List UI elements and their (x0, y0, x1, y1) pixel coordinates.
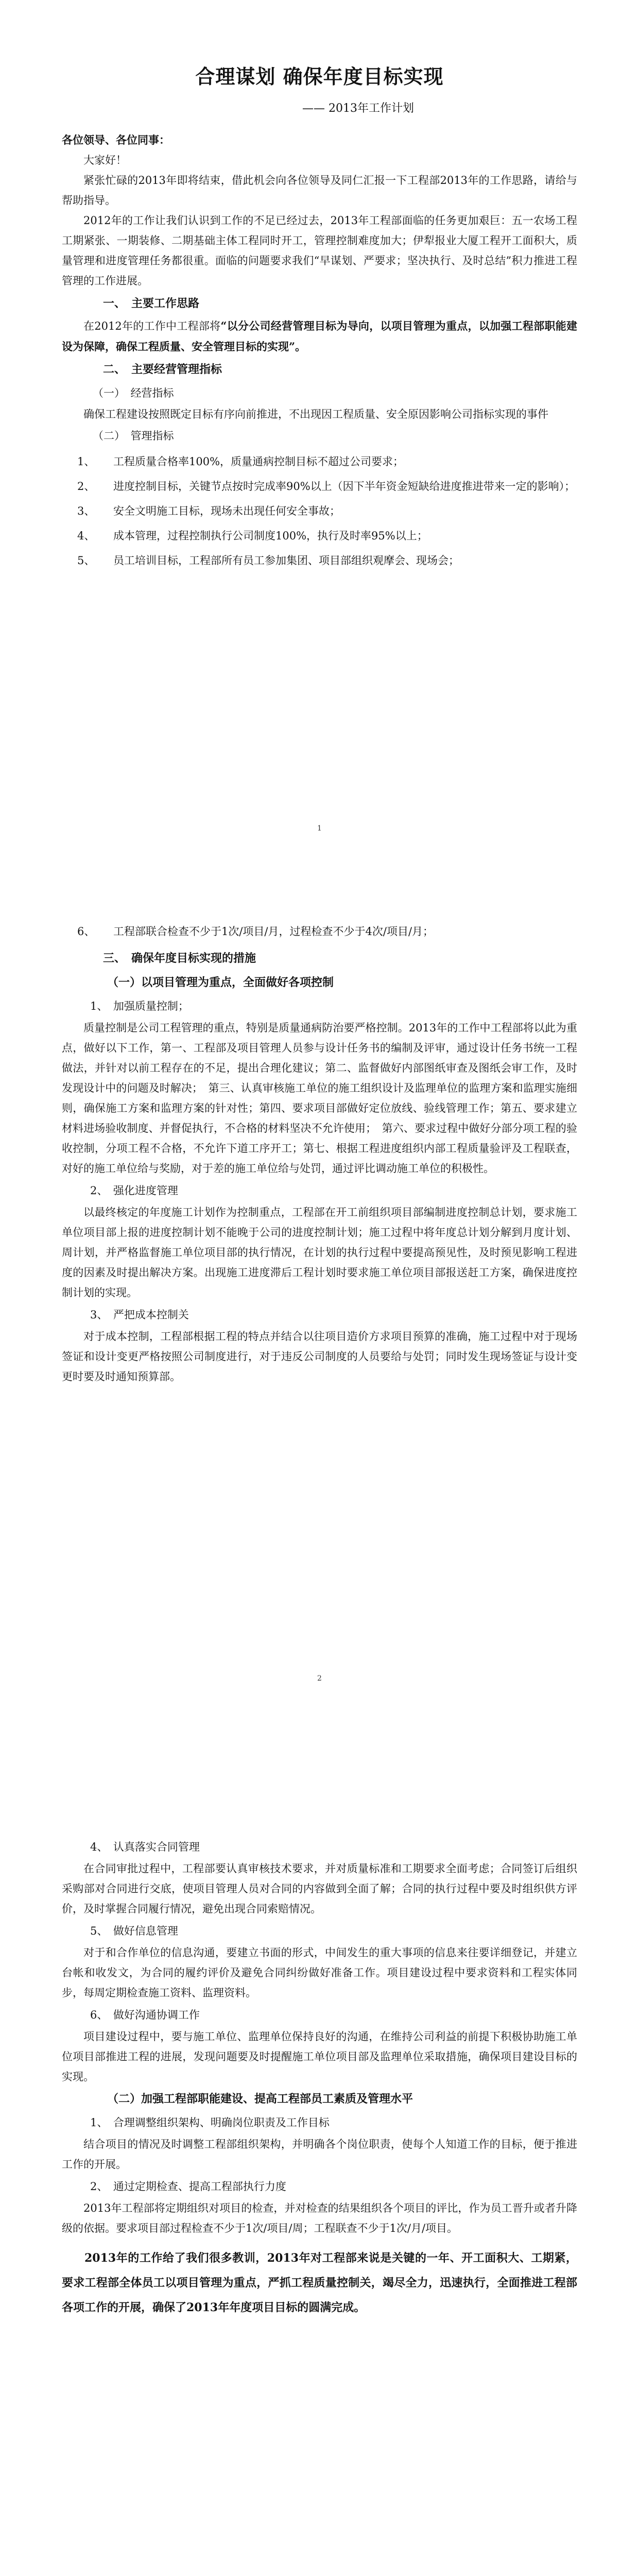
measure-1-title: 1、 加强质量控制； (90, 1000, 189, 1012)
page-number: 2 (317, 1674, 322, 1683)
item-2-title: 2、 通过定期检查、提高工程部执行力度 (90, 2180, 286, 2193)
page-1-content (62, 61, 577, 575)
list-item: 4、 成本管理，过程控制执行公司制度100%，执行及时率95%以上； (77, 530, 428, 542)
section-1-text-plain: 在2012年的工作中工程部将 (83, 320, 221, 332)
section-2-heading: 二、 主要经营管理指标 (103, 363, 222, 376)
item-1-text: 结合项目的情况及时调整工程部组织架构，并明确各个岗位职责，使每个人知道工作的目标，便于推进工作的开展。 (62, 2138, 577, 2171)
list-item: 3、 安全文明施工目标，现场未出现任何安全事故； (77, 505, 340, 517)
page-3-content (62, 1835, 577, 2320)
list-item: 1、 工程质量合格率100%，质量通病控制目标不超过公司要求； (77, 455, 404, 468)
section-1-text (62, 316, 577, 357)
review-paragraph: 2012年的工作让我们认识到工作的不足已经过去，2013年工程部面临的任务更加艰巨：五一农场工程工期紧张、一期装修、二期基础主体工程同时开工，管理控制难度加大；伊犁报业大厦工程开工面积大，质量管理和进度管理任务都很重。面临的问题要求我们“早谋划、严要求；坚决执行、及时总结”积力推进工程管理的工作进展。 (62, 214, 577, 287)
section-3-heading: 三、 确保年度目标实现的措施 (103, 952, 256, 965)
measure-5-text: 对于和合作单位的信息沟通，要建立书面的形式，中间发生的重大事项的信息来往要详细登记，并建立台帐和收发文，为合同的履约评价及避免合同纠纷做好准备工作。项目建设过程中要求资料和工程实体同步，每周定期检查施工资料、监理资料。 (62, 1946, 577, 1999)
measure-2-title: 2、 强化进度管理 (90, 1184, 178, 1197)
page-1 (0, 0, 639, 866)
intro-paragraph: 紧张忙碌的2013年即将结束，借此机会向各位领导及同仁汇报一下工程部2013年的工作思路，请给与帮助指导。 (62, 174, 577, 207)
salutation: 各位领导、各位同事： (62, 133, 170, 146)
measure-3-title: 3、 严把成本控制关 (90, 1309, 189, 1321)
measure-6-text: 项目建设过程中，要与施工单位、监理单位保持良好的沟通，在维持公司利益的前提下积极协助施工单位项目部推进工程的进展，发现问题要及时提醒施工单位项目部及监理单位采取措施，确保项目建设目标的实现。 (62, 2030, 577, 2083)
section-1-heading: 一、 主要工作思路 (103, 297, 200, 310)
section-2-sub1: （一） 经营指标 (93, 387, 174, 399)
page-2-content (62, 917, 577, 1387)
section-3-sub2: （二）加强工程部职能建设、提高工程部员工素质及管理水平 (107, 2092, 413, 2106)
page-3 (0, 1772, 639, 2576)
greeting: 大家好！ (83, 154, 127, 166)
section-3-sub1: （一）以项目管理为重点，全面做好各项控制 (107, 976, 334, 989)
measure-3-text: 对于成本控制，工程部根据工程的特点并结合以往项目造价方求项目预算的准确，施工过程中对于现场签证和设计变更严格按照公司制度进行，对于违反公司制度的人员要给与处罚；同时发生现场签证与设计变更时要及时通知预算部。 (62, 1330, 577, 1383)
section-1-text-bold: “以分公司经营管理目标为导向，以项目管理为重点，以加强工程部职能建设为保障，确保工程质量、安全管理目标的实现”。 (62, 319, 578, 353)
closing-paragraph: 2013年的工作给了我们很多教训，2013年对工程部来说是关键的一年、开工面积大、工期紧，要求工程部全体员工以项目管理为重点，严抓工程质量控制关，竭尽全力，迅速执行，全面推进工程部各项工作的开展，确保了2013年年度项目目标的圆满完成。 (62, 2251, 577, 2314)
list-item: 6、 工程部联合检查不少于1次/项目/月，过程检查不少于4次/项目/月； (77, 925, 434, 938)
measure-2-text: 以最终核定的年度施工计划作为控制重点，工程部在开工前组织项目部编制进度控制总计划，要求施工单位项目部上报的进度控制计划不能晚于公司的进度控制计划；施工过程中将年度总计划分解到月度计划、周计划，并严格监督施工单位项目部的执行情况，在计划的执行过程中要提高预见性，及时预见影响工程进度的因素及时提出解决方案。出现施工进度滞后工程计划时要求施工单位项目部报送赶工方案，确保进度控制计划的实现。 (62, 1206, 577, 1299)
item-1-title: 1、 合理调整组织架构、明确岗位职责及工作目标 (90, 2116, 330, 2129)
document-subtitle: —— 2013年工作计划 (302, 102, 414, 115)
item-2-text: 2013年工程部将定期组织对项目的检查，并对检查的结果组织各个项目的评比，作为员工晋升或者升降级的依据。要求项目部过程检查不少于1次/项目/周；工程联查不少于1次/月/项目。 (62, 2202, 577, 2234)
document-title: 合理谋划 确保年度目标实现 (195, 65, 444, 88)
measure-5-title: 5、 做好信息管理 (90, 1925, 178, 1937)
list-item: 2、 进度控制目标，关键节点按时完成率90%以上（因下半年资金短缺给进度推进带来一定的影响）； (77, 480, 576, 493)
page-2 (0, 866, 639, 1772)
section-2-sub1-text: 确保工程建设按照既定目标有序向前推进，不出现因工程质量、安全原因影响公司指标实现的事件 (83, 408, 548, 420)
measure-4-text: 在合同审批过程中，工程部要认真审核技术要求，并对质量标准和工期要求全面考虑；合同签订后组织采购部对合同进行交底，使项目管理人员对合同的内容做到全面了解；合同的执行过程中要及时组织供方评价，及时掌握合同履行情况，避免出现合同索赔情况。 (62, 1862, 577, 1915)
measure-6-title: 6、 做好沟通协调工作 (90, 2009, 200, 2021)
measure-4-title: 4、 认真落实合同管理 (90, 1841, 200, 1853)
measure-1-text: 质量控制是公司工程管理的重点，特别是质量通病防治要严格控制。2013年的工作中工程部将以此为重点，做好以下工作，第一、工程部及项目管理人员参与设计任务书的编制及评审，通过设计任务书统一工程做法，并针对以前工程存在的不足，提出合理化建议；第二、监督做好内部图纸审查及图纸会审工作，及时发现设计中的问题及时解决； 第三、认真审核施工单位的施工组织设计及监理单位的监理方案和监理实施细则，确保施工方案和监理方案的针对性；第四、要求项目部做好定位放线、验线管理工作；第五、要求建立材料进场验收制度、并督促执行，不合格的材料坚决不允许使用； 第六、要求过程中做好分部分项工程的验收控制，分项工程不合格，不允许下道工序开工；第七、根据工程进度组织内部工程质量验评及工程联查，对好的施工单位给与奖励，对于差的施工单位给与处罚，通过评比调动施工单位的积极性。 (62, 1022, 577, 1175)
list-item: 5、 员工培训目标，工程部所有员工参加集团、项目部组织观摩会、现场会； (77, 554, 459, 567)
page-number: 1 (317, 824, 322, 833)
section-2-sub2: （二） 管理指标 (93, 430, 174, 442)
